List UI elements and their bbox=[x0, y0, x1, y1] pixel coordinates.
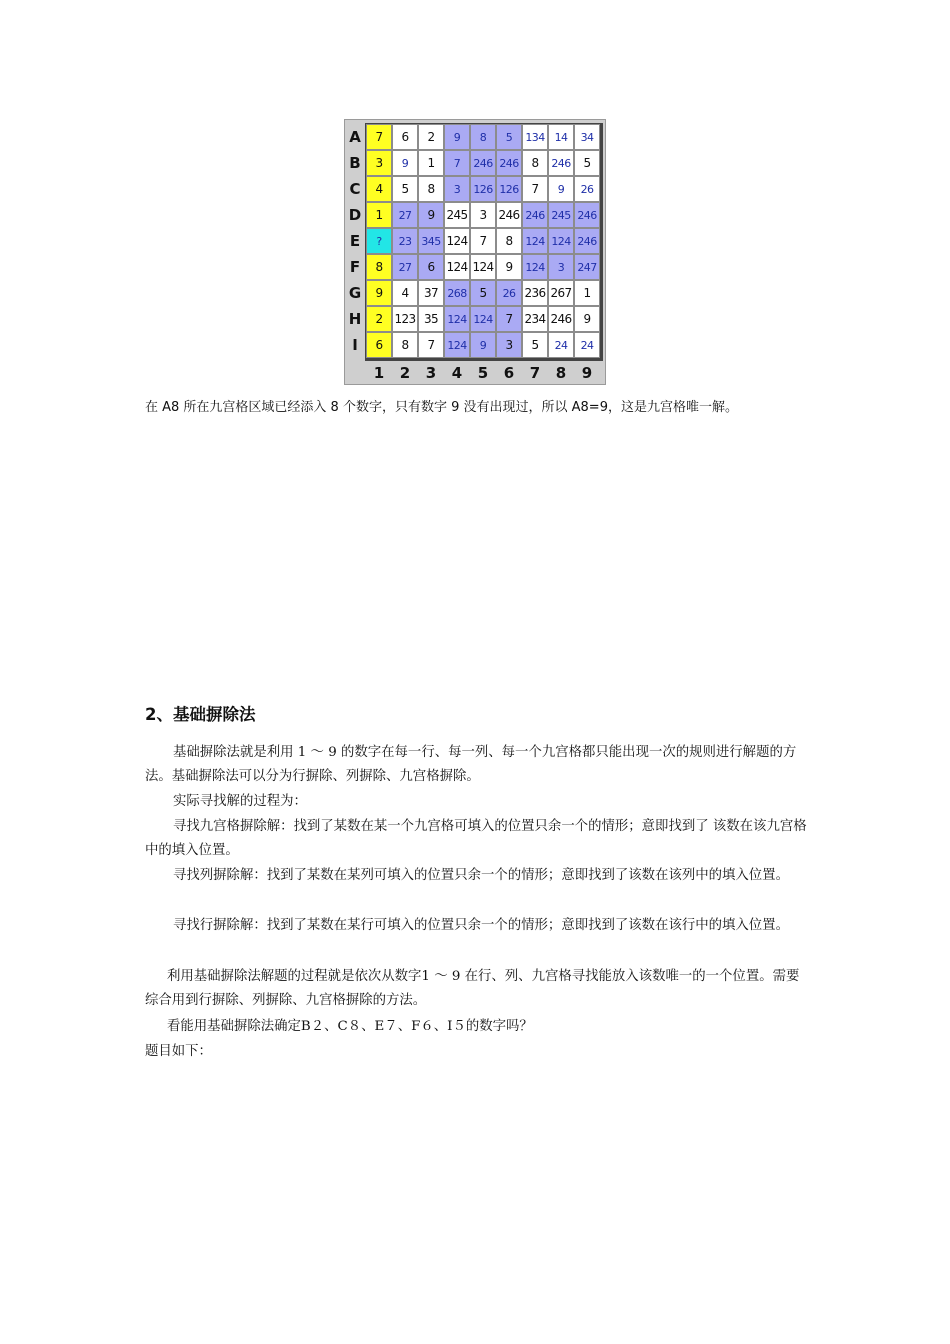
sudoku-cell: 14 bbox=[548, 124, 574, 150]
row-label: A bbox=[349, 128, 361, 146]
sudoku-cell: 236 bbox=[522, 280, 548, 306]
col-label: 5 bbox=[477, 364, 489, 382]
col-label: 6 bbox=[503, 364, 515, 382]
row-label: B bbox=[349, 154, 361, 172]
sudoku-cell: 126 bbox=[496, 176, 522, 202]
sudoku-cell: 4 bbox=[366, 176, 392, 202]
sudoku-cell: 9 bbox=[574, 306, 600, 332]
sudoku-cell: 9 bbox=[470, 332, 496, 358]
sudoku-cell: 124 bbox=[444, 306, 470, 332]
sudoku-cell: 7 bbox=[366, 124, 392, 150]
row-label: C bbox=[349, 180, 361, 198]
sudoku-cell: 9 bbox=[366, 280, 392, 306]
paragraph-summary: 利用基础摒除法解题的过程就是依次从数字1 ～ 9 在行、列、九宫格寻找能放入该数唯一的一个位置。需要综合用到行摒除、列摒除、九宫格摒除的方法。 bbox=[145, 969, 800, 1008]
sudoku-cell: 7 bbox=[470, 228, 496, 254]
sudoku-cell: 246 bbox=[496, 150, 522, 176]
sudoku-cell: 8 bbox=[496, 228, 522, 254]
sudoku-cell: 3 bbox=[444, 176, 470, 202]
sudoku-cell: 2 bbox=[418, 124, 444, 150]
sudoku-cell: 1 bbox=[574, 280, 600, 306]
sudoku-cell: 24 bbox=[548, 332, 574, 358]
sudoku-cell: 26 bbox=[496, 280, 522, 306]
sudoku-cell: 247 bbox=[574, 254, 600, 280]
sudoku-figure bbox=[344, 119, 606, 385]
sudoku-cell: 246 bbox=[496, 202, 522, 228]
row-label: I bbox=[352, 336, 358, 354]
sudoku-cell: 124 bbox=[444, 228, 470, 254]
sudoku-grid bbox=[365, 123, 603, 361]
col-label: 7 bbox=[529, 364, 541, 382]
col-label: 2 bbox=[399, 364, 411, 382]
sudoku-cell: 23 bbox=[392, 228, 418, 254]
col-label: 4 bbox=[451, 364, 463, 382]
col-label: 8 bbox=[555, 364, 567, 382]
sudoku-cell: 5 bbox=[522, 332, 548, 358]
sudoku-cell: 8 bbox=[522, 150, 548, 176]
sudoku-cell: ? bbox=[366, 228, 392, 254]
sudoku-cell: 134 bbox=[522, 124, 548, 150]
sudoku-cell: 246 bbox=[548, 306, 574, 332]
sudoku-cell: 6 bbox=[392, 124, 418, 150]
sudoku-cell: 7 bbox=[522, 176, 548, 202]
sudoku-cell: 124 bbox=[470, 254, 496, 280]
sudoku-cell: 34 bbox=[574, 124, 600, 150]
sudoku-cell: 1 bbox=[366, 202, 392, 228]
sudoku-cell: 246 bbox=[470, 150, 496, 176]
sudoku-cell: 2 bbox=[366, 306, 392, 332]
sudoku-cell: 4 bbox=[392, 280, 418, 306]
sudoku-cell: 9 bbox=[418, 202, 444, 228]
sudoku-cell: 246 bbox=[574, 228, 600, 254]
sudoku-cell: 345 bbox=[418, 228, 444, 254]
sudoku-cell: 9 bbox=[496, 254, 522, 280]
col-label: 3 bbox=[425, 364, 437, 382]
sudoku-cell: 245 bbox=[444, 202, 470, 228]
sudoku-cell: 124 bbox=[444, 254, 470, 280]
sudoku-cell: 3 bbox=[496, 332, 522, 358]
sudoku-cell: 7 bbox=[444, 150, 470, 176]
sudoku-cell: 234 bbox=[522, 306, 548, 332]
row-label: E bbox=[349, 232, 361, 250]
sudoku-cell: 27 bbox=[392, 254, 418, 280]
sudoku-cell: 9 bbox=[392, 150, 418, 176]
sudoku-cell: 7 bbox=[418, 332, 444, 358]
sudoku-cell: 124 bbox=[548, 228, 574, 254]
sudoku-cell: 3 bbox=[366, 150, 392, 176]
sudoku-cell: 246 bbox=[574, 202, 600, 228]
sudoku-cell: 26 bbox=[574, 176, 600, 202]
sudoku-cell: 3 bbox=[470, 202, 496, 228]
col-label: 1 bbox=[373, 364, 385, 382]
sudoku-cell: 5 bbox=[574, 150, 600, 176]
sudoku-cell: 8 bbox=[392, 332, 418, 358]
paragraph-puzzle-intro: 题目如下： bbox=[145, 1044, 212, 1059]
paragraph-question: 看能用基础摒除法确定B２、C８、E７、F６、I５的数字吗？ bbox=[167, 1019, 533, 1034]
sudoku-cell: 1 bbox=[418, 150, 444, 176]
sudoku-cell: 124 bbox=[522, 228, 548, 254]
sudoku-cell: 5 bbox=[392, 176, 418, 202]
sudoku-cell: 37 bbox=[418, 280, 444, 306]
sudoku-cell: 6 bbox=[418, 254, 444, 280]
row-label: G bbox=[348, 284, 362, 302]
sudoku-cell: 7 bbox=[496, 306, 522, 332]
row-label: F bbox=[349, 258, 361, 276]
sudoku-cell: 123 bbox=[392, 306, 418, 332]
sudoku-cell: 124 bbox=[522, 254, 548, 280]
paragraph-row-elimination: 寻找行摒除解：找到了某数在某行可填入的位置只余一个的情形；意即找到了该数在该行中的填入位置。 bbox=[173, 918, 789, 933]
sudoku-cell: 3 bbox=[548, 254, 574, 280]
sudoku-cell: 268 bbox=[444, 280, 470, 306]
sudoku-cell: 124 bbox=[444, 332, 470, 358]
paragraph-column-elimination: 寻找列摒除解：找到了某数在某列可填入的位置只余一个的情形；意即找到了该数在该列中的填入位置。 bbox=[173, 868, 789, 883]
sudoku-cell: 126 bbox=[470, 176, 496, 202]
paragraph-process: 实际寻找解的过程为： bbox=[173, 794, 307, 809]
sudoku-cell: 9 bbox=[444, 124, 470, 150]
sudoku-cell: 35 bbox=[418, 306, 444, 332]
row-label: D bbox=[348, 206, 362, 224]
paragraph-intro: 基础摒除法就是利用 1 ～ 9 的数字在每一行、每一列、每一个九宫格都只能出现一次的规则进行解题的方法。基础摒除法可以分为行摒除、列摒除、九宫格摒除。 bbox=[145, 745, 797, 784]
row-label: H bbox=[348, 310, 362, 328]
sudoku-cell: 124 bbox=[470, 306, 496, 332]
sudoku-cell: 5 bbox=[496, 124, 522, 150]
sudoku-cell: 8 bbox=[418, 176, 444, 202]
sudoku-cell: 24 bbox=[574, 332, 600, 358]
paragraph-box-elimination: 寻找九宫格摒除解：找到了某数在某一个九宫格可填入的位置只余一个的情形；意即找到了 该数在该九宫格中的填入位置。 bbox=[145, 819, 807, 858]
sudoku-cell: 27 bbox=[392, 202, 418, 228]
sudoku-cell: 9 bbox=[548, 176, 574, 202]
section-heading: 2、基础摒除法 bbox=[145, 705, 256, 724]
sudoku-cell: 5 bbox=[470, 280, 496, 306]
sudoku-cell: 246 bbox=[548, 150, 574, 176]
sudoku-cell: 246 bbox=[522, 202, 548, 228]
col-label: 9 bbox=[581, 364, 593, 382]
sudoku-cell: 8 bbox=[470, 124, 496, 150]
sudoku-cell: 6 bbox=[366, 332, 392, 358]
sudoku-cell: 8 bbox=[366, 254, 392, 280]
sudoku-cell: 267 bbox=[548, 280, 574, 306]
figure-caption: 在 A8 所在九宫格区域已经添入 8 个数字，只有数字 9 没有出现过，所以 A8=9，这是九宫格唯一解。 bbox=[145, 400, 738, 415]
sudoku-cell: 245 bbox=[548, 202, 574, 228]
